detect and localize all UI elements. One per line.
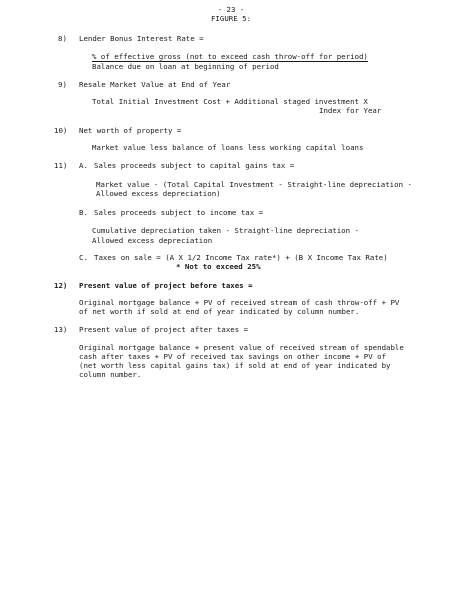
sub-b-letter: B. xyxy=(79,208,88,217)
item-number: 13) xyxy=(54,325,68,334)
sub-a-heading: Sales proceeds subject to capital gains tax = xyxy=(94,161,295,170)
item-number: 8) xyxy=(58,34,67,43)
item-heading: Net worth of property = xyxy=(79,126,182,135)
formula-line: Original mortgage balance + present value of received stream of spendable xyxy=(79,343,404,352)
formula-line: of net worth if sold at end of year indicated by column number. xyxy=(79,307,360,316)
formula-line: column number. xyxy=(79,370,142,379)
formula-line: Total Initial Investment Cost + Additional staged investment X xyxy=(92,97,368,106)
fraction-numerator: % of effective gross (not to exceed cash throw-off for period) xyxy=(92,52,368,61)
formula-line: Market value less balance of loans less working capital loans xyxy=(92,143,364,152)
formula-line: Original mortgage balance + PV of received stream of cash throw-off + PV xyxy=(79,298,400,307)
item-heading: Lender Bonus Interest Rate = xyxy=(79,34,204,43)
item-heading: Present value of project after taxes = xyxy=(79,325,249,334)
formula-line: Index for Year xyxy=(319,106,382,115)
item-heading: Present value of project before taxes = xyxy=(79,281,253,290)
item-heading: Resale Market Value at End of Year xyxy=(79,80,231,89)
item-number: 9) xyxy=(58,80,67,89)
item-number: 10) xyxy=(54,126,68,135)
formula-line: Allowed excess depreciation) xyxy=(96,189,221,198)
item-number: 12) xyxy=(54,281,68,290)
sub-c-letter: C. xyxy=(79,253,88,262)
sub-a-letter: A. xyxy=(79,161,88,170)
formula-line: Allowed excess depreciation xyxy=(92,236,213,245)
fraction-denominator: Balance due on loan at beginning of period xyxy=(92,62,279,71)
formula-line: (net worth less capital gains tax) if sold at end of year indicated by xyxy=(79,361,391,370)
footnote: * Not to exceed 25% xyxy=(176,262,261,271)
formula-line: Market value - (Total Capital Investment - Straight-line depreciation - xyxy=(96,180,412,189)
figure-label: FIGURE 5: xyxy=(210,14,252,23)
formula-line: cash after taxes + PV of received tax savings on other income + PV of xyxy=(79,352,387,361)
item-number: 11) xyxy=(54,161,68,170)
sub-b-heading: Sales proceeds subject to income tax = xyxy=(94,208,264,217)
formula-line: Cumulative depreciation taken - Straight-line depreciation - xyxy=(92,226,359,235)
sub-c-heading: Taxes on sale = (A X 1/2 Income Tax rate*) + (B X Income Tax Rate) xyxy=(94,253,388,262)
page-number: - 23 - xyxy=(217,5,245,14)
